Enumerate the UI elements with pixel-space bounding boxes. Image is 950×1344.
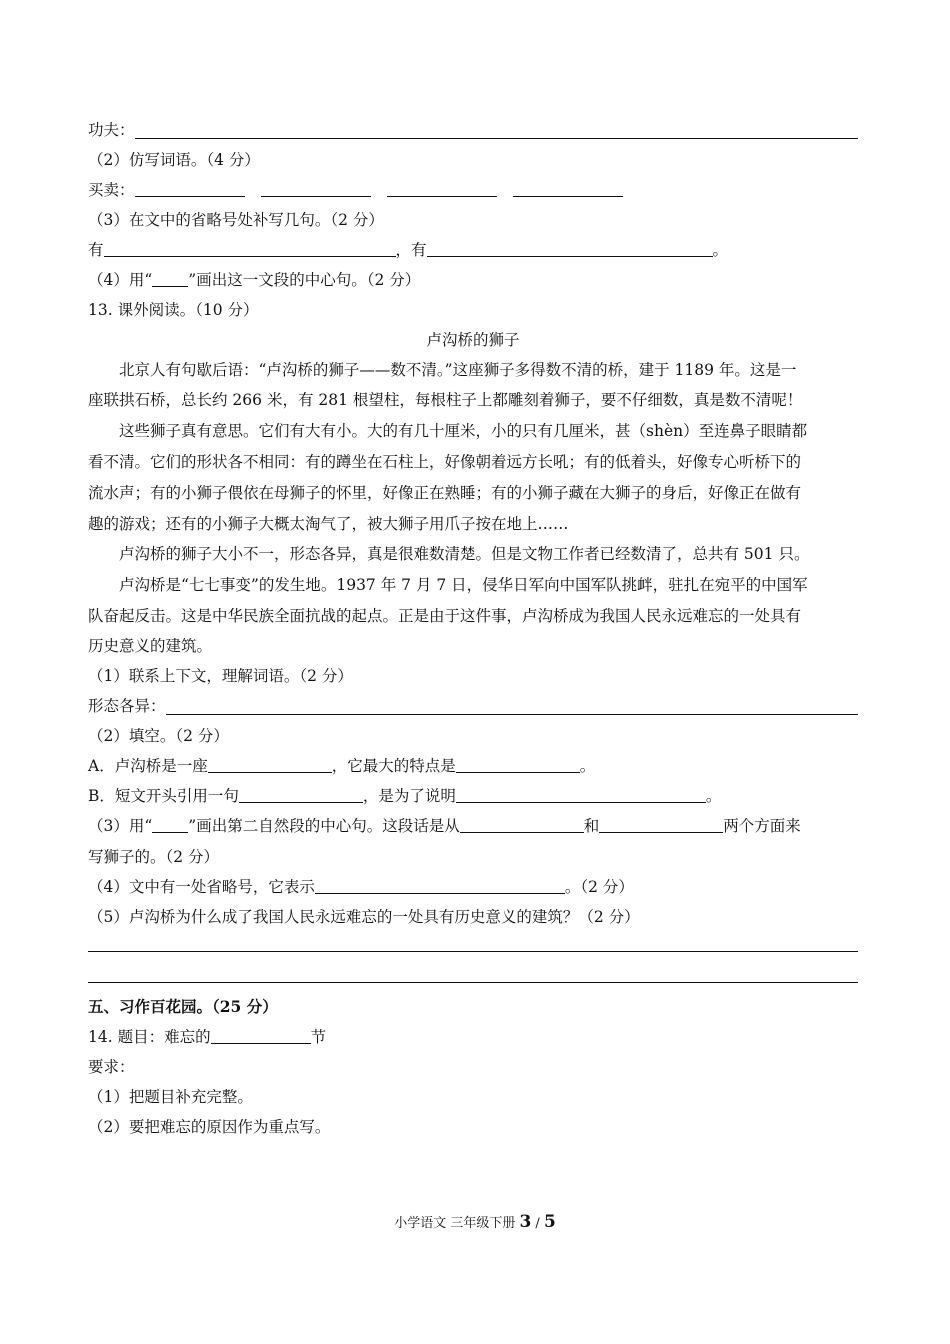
requirements-label: 要求： <box>88 1058 135 1076</box>
b-text-1: B．短文开头引用一句 <box>88 787 239 805</box>
page-footer <box>0 1212 950 1232</box>
b-text-2: ，是为了说明 <box>362 787 456 805</box>
maimai-blank-3[interactable] <box>387 176 497 197</box>
b-blank-2[interactable] <box>456 782 706 803</box>
sub3-text-c: 和 <box>583 817 600 835</box>
you-label-2: ，有 <box>395 241 427 259</box>
q13-sub2: （2）填空。（2 分） <box>88 727 229 745</box>
q12-sub4-text-a: （4）用“ <box>88 271 153 289</box>
footer-page-number: 3 <box>519 1212 532 1232</box>
requirement-1: （1）把题目补充完整。 <box>88 1088 253 1106</box>
sub3-line-mark <box>152 812 188 833</box>
you-blank-2[interactable] <box>427 236 713 257</box>
footer-label: 小学语文 三年级下册 <box>394 1216 520 1231</box>
gongfu-answer-blank[interactable] <box>135 118 858 139</box>
passage-line-3: 这些狮子真有意思。它们有大有小。大的有几十厘米，小的只有几厘米，甚（shèn）至连鼻子眼睛都 <box>119 422 808 440</box>
a-blank-1[interactable] <box>208 752 332 773</box>
passage-line-1: 北京人有句歇后语：“卢沟桥的狮子——数不清。”这座狮子多得数不清的桥，建于 1189 年。这是一 <box>119 361 797 379</box>
b-text-3: 。 <box>705 787 722 805</box>
sub3-blank-2[interactable] <box>599 812 723 833</box>
q14-title-blank[interactable] <box>211 1023 311 1044</box>
sub4-text-b: 。（2 分） <box>564 878 634 896</box>
q12-sub4-text-b: ”画出这一文段的中心句。（2 分） <box>188 271 421 289</box>
you-label-1: 有 <box>88 241 104 259</box>
passage-line-7: 卢沟桥的狮子大小不一，形态各异，真是很难数清楚。但是文物工作者已经数清了，总共有 501 只。 <box>119 545 810 563</box>
sub4-blank[interactable] <box>315 873 565 894</box>
sub5-answer-line-2[interactable] <box>88 982 858 983</box>
sub4-text-a: （4）文中有一处省略号，它表示 <box>88 878 315 896</box>
b-blank-1[interactable] <box>239 782 363 803</box>
xingtai-answer-blank[interactable] <box>166 694 858 715</box>
q13-sub3-cont: 写狮子的。（2 分） <box>88 848 220 866</box>
period: 。 <box>712 241 729 259</box>
maimai-blank-1[interactable] <box>135 176 245 197</box>
maimai-line <box>88 175 858 205</box>
passage-line-6: 趣的游戏；还有的小狮子大概太淘气了，被大狮子用爪子按在地上…… <box>88 515 569 533</box>
footer-separator: / <box>531 1216 544 1231</box>
passage-line-10: 历史意义的建筑。 <box>88 637 213 655</box>
q14-text-b: 节 <box>310 1028 327 1046</box>
xingtai-label: 形态各异： <box>88 697 166 715</box>
sub3-text-b: ”画出第二自然段的中心句。这段话是从 <box>188 817 460 835</box>
maimai-label: 买卖： <box>88 181 135 199</box>
a-text-1: A．卢沟桥是一座 <box>88 757 208 775</box>
sub3-blank-1[interactable] <box>460 812 584 833</box>
q13-a-line <box>88 751 858 781</box>
maimai-blank-4[interactable] <box>513 176 623 197</box>
q12-sub3: （3）在文中的省略号处补写几句。（2 分） <box>88 211 384 229</box>
q12-sub2: （2）仿写词语。（4 分） <box>88 151 260 169</box>
q12-sub4-line-mark <box>152 266 188 287</box>
sub3-text-d: 两个方面来 <box>723 817 801 835</box>
a-text-3: 。 <box>579 757 596 775</box>
q13-sub1: （1）联系上下文，理解词语。（2 分） <box>88 667 353 685</box>
q13-sub4 <box>88 872 858 902</box>
passage-line-9: 队奋起反击。这是中华民族全面抗战的起点。正是由于这件事，卢沟桥成为我国人民永远难忘的一处具有 <box>88 607 802 625</box>
passage-line-8: 卢沟桥是“七七事变”的发生地。1937 年 7 月 7 日，侵华日军向中国军队挑衅，驻扎在宛平的中国军 <box>119 576 808 594</box>
q13-heading: 13. 课外阅读。（10 分） <box>88 301 259 319</box>
q14-text-a: 14. 题目：难忘的 <box>88 1028 211 1046</box>
footer-total-pages: 5 <box>543 1212 556 1232</box>
q13-sub3 <box>88 811 858 841</box>
sub5-answer-line-1[interactable] <box>88 951 858 952</box>
maimai-blank-2[interactable] <box>261 176 371 197</box>
q12-sub4 <box>88 265 858 295</box>
passage-line-4: 看不清。它们的形状各不相同：有的蹲坐在石柱上，好像朝着远方长吼；有的低着头，好像专心听桥下的 <box>88 453 802 471</box>
a-blank-2[interactable] <box>456 752 580 773</box>
q13-b-line <box>88 781 858 811</box>
a-text-2: ，它最大的特点是 <box>331 757 456 775</box>
requirement-2: （2）要把难忘的原因作为重点写。 <box>88 1118 331 1136</box>
section5-heading: 五、习作百花园。（25 分） <box>88 997 278 1016</box>
q12-fill-line <box>88 235 858 265</box>
q14-line <box>88 1022 858 1052</box>
sub3-text-a: （3）用“ <box>88 817 153 835</box>
gongfu-label: 功夫： <box>88 121 135 139</box>
you-blank-1[interactable] <box>104 236 396 257</box>
passage-line-2: 座联拱石桥，总长约 266 米，有 281 根望柱，每根柱子上都雕刻着狮子，要不仔细数，真是数不清呢！ <box>88 391 803 409</box>
passage-title: 卢沟桥的狮子 <box>426 331 520 349</box>
q13-sub5: （5）卢沟桥为什么成了我国人民永远难忘的一处具有历史意义的建筑？（2 分） <box>88 908 640 926</box>
passage-line-5: 流水声；有的小狮子偎依在母狮子的怀里，好像正在熟睡；有的小狮子藏在大狮子的身后，好像正在做有 <box>88 484 802 502</box>
